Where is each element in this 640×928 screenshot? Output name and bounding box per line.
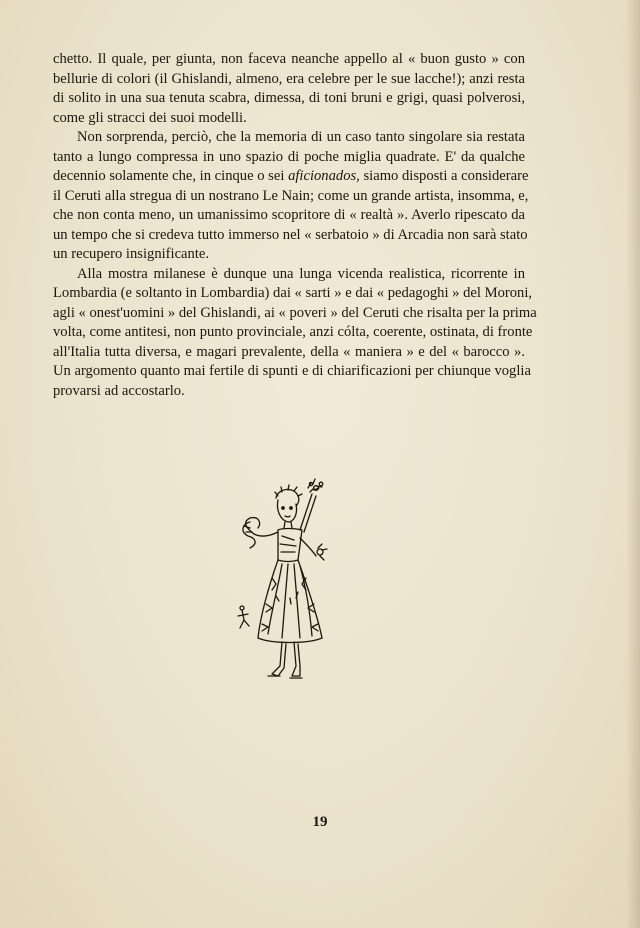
text-fragment: decennio solamente che, in cinque o sei xyxy=(53,168,285,184)
text-line: provarsi ad accostarlo. xyxy=(53,382,185,399)
text-line: come gli stracci dei suoi modelli. xyxy=(53,109,247,126)
text-line: Alla mostra milanese è dunque una lunga vicenda realistica, ricorrente in xyxy=(77,265,525,282)
text-line: Lombardia (e soltanto in Lombardia) dai « sarti » e dai « pedagoghi » del Moroni, xyxy=(53,285,533,301)
paragraph-1 xyxy=(53,50,525,128)
text-line: Non sorprenda, perciò, che la memoria di un caso tanto singolare sia restata xyxy=(77,129,525,145)
text-line: all'Italia tutta diversa, e magari prevalente, della « maniera » e del « barocco ». xyxy=(53,343,525,360)
text-line: Un argomento quanto mai fertile di spunti e di chiarificazioni per chiunque voglia xyxy=(53,363,531,379)
page-edge-shadow xyxy=(626,0,640,928)
body-text xyxy=(53,50,537,401)
dancing-woman-illustration xyxy=(228,478,338,688)
text-line: volta, come antitesi, non punto provinciale, anzi cólta, coerente, ostinata, di fronte xyxy=(53,324,533,340)
paragraph-2 xyxy=(53,128,529,265)
text-line: bellurie di colori (il Ghislandi, almeno, era celebre per le sue lacche!); anzi resta xyxy=(53,70,525,87)
text-line-with-italic xyxy=(53,167,529,187)
text-fragment: siamo disposti a considerare xyxy=(363,168,529,184)
text-line: di solito in una sua tenuta scabra, dimessa, di toni bruni e grigi, quasi polverosi, xyxy=(53,90,525,106)
text-line: tanto a lungo compressa in uno spazio di poche miglia quadrate. E' da qualche xyxy=(53,148,525,165)
text-line: un tempo che si credeva tutto immerso nel « serbatoio » di Arcadia non sarà stato xyxy=(53,226,528,243)
text-line: il Ceruti alla stregua di un nostrano Le Nain; come un grande artista, insomma, e, xyxy=(53,187,529,204)
page-number: 19 xyxy=(312,814,328,830)
italic-word: aficionados, xyxy=(288,168,360,184)
text-line: chetto. Il quale, per giunta, non faceva neanche appello al « buon gusto » con xyxy=(53,51,525,67)
paragraph-3 xyxy=(53,265,537,402)
text-line: agli « onest'uomini » del Ghislandi, ai « poveri » del Ceruti che risalta per la prima xyxy=(53,304,537,321)
text-line: che non conta meno, un umanissimo scopritore di « realtà ». Averlo ripescato da xyxy=(53,207,525,223)
text-line: un recupero insignificante. xyxy=(53,246,210,262)
